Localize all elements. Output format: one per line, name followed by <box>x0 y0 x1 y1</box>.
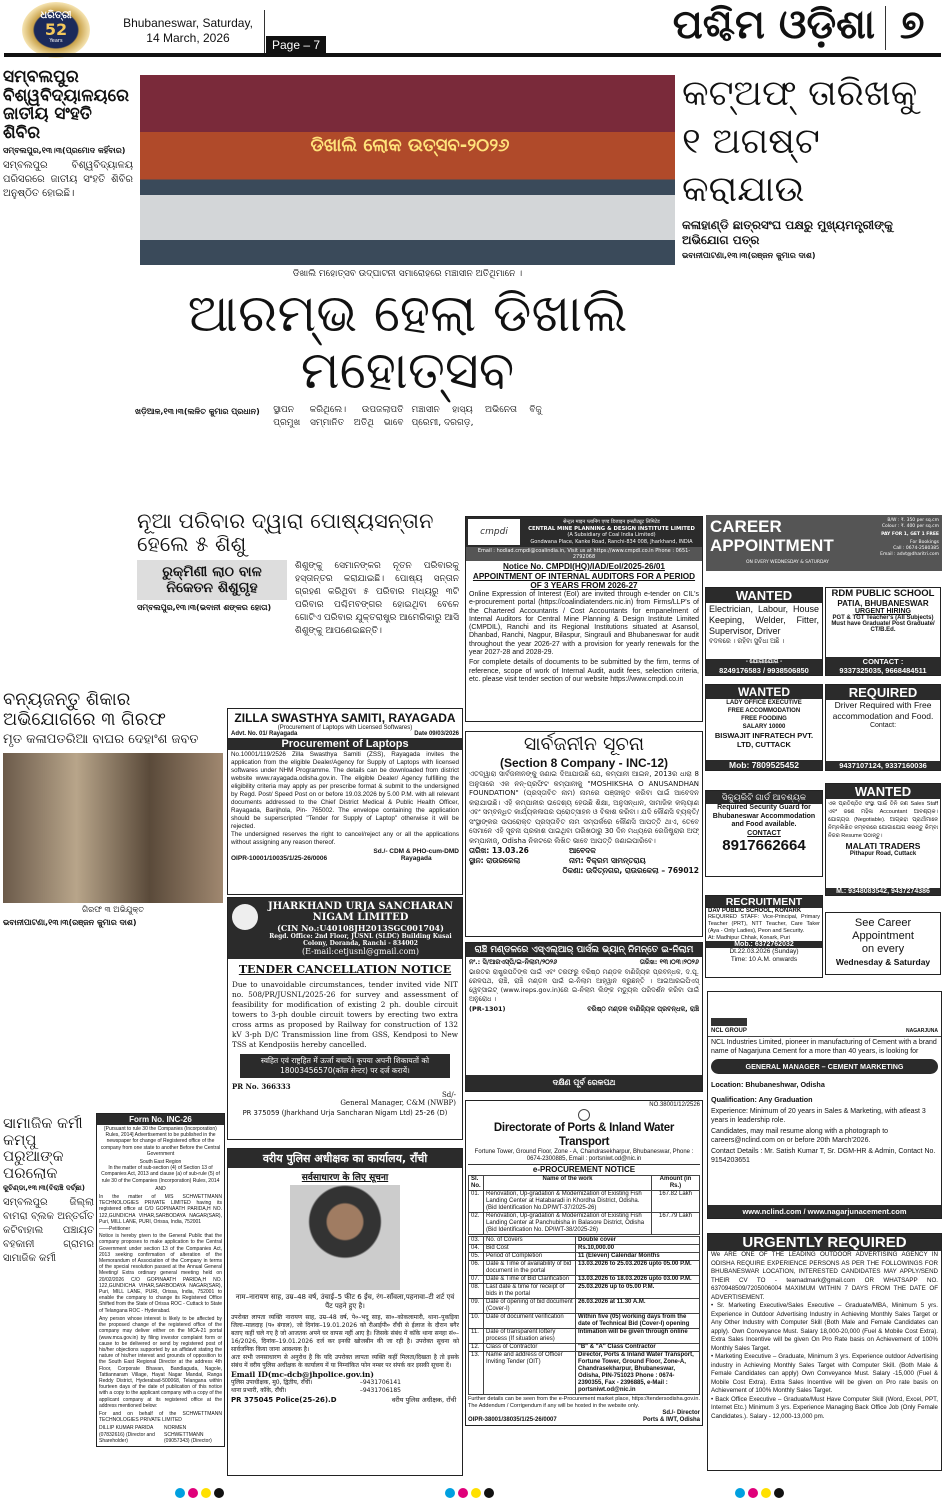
registration-mark-yellow <box>201 1488 211 1498</box>
byline: ଭବାନୀପାଟଣା,୧୩।୩(ରଞ୍ଜନ କୁମାର ଦାଶ) <box>3 917 137 927</box>
story-wildlife <box>3 690 223 931</box>
byline: ଭବାନୀପାଟଣା,୧୩।୩(ରଞ୍ଜନ କୁମାର ଦାଶ) <box>682 251 816 260</box>
photo-caption: ଡିଖାଲି ମହୋତ୍ସବ ଉଦ୍‌ଘାଟନୀ ସମାରୋହରେ ମଞ୍ଚାସୀନ ଅତିଥିମାନେ । <box>292 269 523 279</box>
police-missing-notice: वरीय पुलिस अधीक्षक का कार्यालय, राँची सर्वसाधारण के लिए सूचना नाम–नारायण साह, उम्र–48 वर्ष, उंचाई–5 फीट 6 ईंच, रंग–साँवला,पहनावा–टी शर्ट एवं पैंट पहने हुए है। उपरोक्त लापता व्यक्ति नारायण साह, उम्र–48 वर्ष, पे०–भदू साह, सा०–कोकलामारी, थाना–पुकड़िया जिला–मालदाह (प० बंगाल), जो दिनांक–19.01.2026 को रीआईपी० राँची से ईलाज के दौरान बगैर बताए कहीं चले गए है जो आजतक अपने घर वापस नहीं आए है। जिसके संबंध में कॉके थाना सनहा सं०–16/2026, दिनांक–19.01.2026 दर्ज कर इनकी खोजबीन की जा रही है। उपरोक्त सूचना को सार्वजनिक किया जाना आवश्यक है। अतः सभी जनसाधारण से अनुरोध है कि यदि उपरोक्त लापता व्यक्ति कहीं मिलता/दिखता है तो इसके संबंध में वरीय पुलिस अधीक्षक के कार्यालय में या निम्नांकित फोन नम्बर पर संपर्क कर इसकी सूचना दें। Email ID(mc-dcb@jhpolice.gov.in) पुलिस उपाधीक्षक, मु0, द्वितीय, राँची। –9431706141 थाना प्रभारी, कॉके, राँची। –9431706185 PR 375045 Police(25-26).D वरीय पुलिस अधीक्षक, राँची <box>227 1148 463 1476</box>
railway-auction-notice: ରାଞ୍ଚି ମଣ୍ଡଳରେ ଏସ୍‌ଏଲ୍‌ଆର୍ ପାର୍ସଲ ଭ୍ୟାନ୍ ନିମନ୍ତେ ଇ-ନିଲାମ ନଂ.: ସି/ଆରଏସ୍‌ପି/ଇ-ନିଲାମ/୨୦୨୬ ତାରିଖ: ୧୩।୦୩।୨୦୨୬ ଭାରତର ରାଷ୍ଟ୍ରପତିଙ୍କ ପାଇଁ ଏବଂ ତରଫରୁ ବରିଷ୍ଠ ମଣ୍ଡଳ ବାଣିଜ୍ୟିକ ପ୍ରବନ୍ଧକ, ଦ.ପୂ. ରେଳପଥ, ରାଞ୍ଚି, ରାଞ୍ଚି ମଣ୍ଡଳ ପାଇଁ ଇ-ନିଲାମ ଆହ୍ୱାନ କରୁଛନ୍ତି । ଆଇଆରଇପିଏସ୍ ୱେବ୍‌ସାଇଟ୍ (www.ireps.gov.in)ରେ ଇ-ନିଲାମ ଲିଙ୍କ ମଡ୍ୟୁଲ ପରିଦର୍ଶନ କରିବା ପାଇଁ ଅନୁରୋଧ । (PR-1301) ବରିଷ୍ଠ ମଣ୍ଡଳ ବାଣିଜ୍ୟିକ ପ୍ରବନ୍ଧକ, ରାଞ୍ଚି ଦକ୍ଷିଣ ପୂର୍ବ ରେଳପଥ <box>465 942 703 1092</box>
headline: ନୂଆ ପରିବାର ଦ୍ୱାରା ପୋଷ୍ୟସନ୍ତାନ ହେଲେ ୫ ଶିଶୁ <box>137 509 434 557</box>
table-cell: 05. <box>469 1253 484 1261</box>
photo-caption: ଗିରଫ ୩ ଅଭିଯୁକ୍ତ <box>82 904 144 914</box>
table-row: 01. Renovation, Up-gradation & Modernization of Existing Fish Landing Center at Hatabaradi in Khordha District, Odisha. (Bid Identification No.DPIWT-37/2025-26) 167.82 Lakh <box>469 1191 700 1213</box>
works-table: Sl. No. Name of the work Amount (in Rs.) 01. Renovation, Up-gradation & Modernization of Existing Fish Landing Center at Hatabaradi in Khordha District, Odisha. (Bid Identification No.DPIWT-37/2025-26) 167.82 Lakh 02. Renovation, Up-gradation & Modernization of Existing Fish Landing Center at Panchubisha in Balasore District, Odisha (Bid Identification No. DPIWT-38/2025-26) 167.79 Lakh <box>468 1175 700 1235</box>
table-cell: Intimation will be given through online <box>576 1329 700 1344</box>
registration-mark-magenta <box>458 1488 468 1498</box>
table-cell: 06. <box>469 1261 484 1276</box>
article-body: ସମ୍ବଲପୁର ବିଶ୍ୱବିଦ୍ୟାଳୟ ପରିସରରେ ଜାତୀୟ ସଂହତି ଶିବିର ଅନୁଷ୍ଠିତ ହୋଇଛି। <box>3 159 133 199</box>
headline: ସମ୍ବଲପୁର ବିଶ୍ୱବିଦ୍ୟାଳୟରେ ଜାତୀୟ ସଂହତି ଶିବିର <box>3 68 129 144</box>
registration-mark-magenta <box>748 1488 758 1498</box>
article-body: ସ୍ଥାପନ କରିଥିଲେ। ଉପଜଲାପତି ପ୍ରମୁଖ ସମ୍ମାନିତ ଅତିଥି ଭାବେ ମଞ୍ଚାସୀନ ହାସ୍ୟ ଅଭିନେତା ବିଜୁ ପ୍ରେମୀ, ଦରଗଡ଼, <box>273 405 542 429</box>
table-row: 02. Renovation, Up-gradation & Modernization of Existing Fish Landing Center at Panchubisha in Balasore District, Odisha (Bid Identification No. DPIWT-38/2025-26) 167.79 Lakh <box>469 1213 700 1235</box>
byline: ଖଡ଼ିଆଳ,୧୩।୩(ଲଳିତ କୁମାର ପ୍ରଧାନ) <box>135 407 260 417</box>
registration-mark-black <box>214 1488 224 1498</box>
table-cell: Date of document verification <box>484 1314 576 1329</box>
headline: କଟ୍‌ଅଫ୍ ତାରିଖକୁ ୧ ଅଗଷ୍ଟ କରାଯାଉ <box>682 73 918 210</box>
table-cell: Double cover <box>576 1237 700 1245</box>
table-cell: Date & Time of Bid Clarification <box>484 1276 576 1284</box>
urgently-required-ad: URGENTLY REQUIRED We ARE ONE OF THE LEADING OUTDOOR ADVERTISING AGENCY IN ODISHA REQUIRE EXPERIENCE PERSONS AS PER THE FOLLOWINGS FOR BHUBANESWAR LOCATION, INTERESTED CANDIDATES MAY APPLY/SEND THEIR CV TO - teamadmark@gmail.com OR WHATSAPP NO. 6370948509/7205006004 MAXIMUM WITHIN 7 DAYS FROM THE DATE OF ADVERTISEMENT. • Sr. Marketing Executive/Sales Executive – Graduate/MBA, Minimum 5 yrs. Experience in Outdoor Advertising Industry in Achieving Monthly Sales Target or Any Other Industry with Computer Skill (Both Male and Female Candidates can apply). Own Conveyance Must. Salary 18,000-20,000 (Fuel & Mobile Cost Extra). Extra Sales Incentive will be given On Pro Rate basis on Achievement of 100% Monthly Sales Target. • Marketing Executive – Graduate, Minimum 3 yrs. Experience outdoor Advertising industry in Achieving Monthly Sales Target with Computer Skill. (Both Male & Female Candidates can apply) Own Conveyance Must. Salary -15,000 (Fuel & Mobile Cost Extra). Extra Sales Incentive will be given on Pro rate basis on Achievement of 100% Monthly Sales Target. • Back Office Executive – Graduate/Must Have Computer Skill (Word, Excel, PPT, Internet Etc.) Minimum 3 yrs. Experience Managing Back Office Job (Only Female Candidates.). Salary - 12,000-13,000 pm. <box>707 1233 942 1471</box>
table-cell: Class of Contractor <box>484 1344 576 1352</box>
registration-mark-cyan <box>735 1488 745 1498</box>
stage-banner: ଡିଖାଲି ଲୋକ ଉତ୍ସବ-୨୦୨୬ <box>310 135 510 156</box>
emblem-icon <box>578 1109 590 1121</box>
table-cell: Date of opening of bid document (Cover-I) <box>484 1299 576 1314</box>
jusnl-logo-icon <box>232 904 258 930</box>
registration-mark-cyan <box>175 1488 185 1498</box>
table-cell: 13. <box>469 1352 484 1395</box>
article-body: ସମ୍ବଲପୁର ଜିଲ୍ଲା ବାମରା ବ୍ଲକ ଅନ୍ତର୍ଗତ କଟିବାହାଲ ପଞ୍ଚାୟତ ବହକାନୀ ଗ୍ରାମର ସାମାଜିକ କର୍ମୀ <box>3 1197 94 1264</box>
subhead: କଳାହାଣ୍ଡି ଛାତ୍ରସଂଘ ପକ୍ଷରୁ ମୁଖ୍ୟମନ୍ତ୍ରୀଙ୍କୁ ଅଭିଯୋଗ ପତ୍ର <box>682 218 893 247</box>
table-cell: Period of Completion <box>484 1253 576 1261</box>
table-row <box>469 1237 700 1245</box>
table-cell: 04. <box>469 1245 484 1253</box>
ad-recruitment-dav: RECRUITMENT DAV PUBLIC SCHOOL, KONARK REQUIRED STAFF: Vice-Principal, Primary Teacher (PRT), NTT Teacher, Care Taker (Aya - Only Ladies), Peon and Security. At: Madhipur Chhak, Konark, Puri Mob.: 6372762032 Dt.22.03.2026 (Sunday) Time: 10 A.M. onwards <box>705 895 823 978</box>
logo: ଧରିତ୍ରୀ 52 Years <box>22 2 90 58</box>
byline: କୁଚିଣ୍ଡା,୧୩।୩(ବିରାଞ୍ଚି ଦର୍ଚ୍ଛା) <box>3 1184 85 1192</box>
page-label: Page – 7 <box>266 36 326 54</box>
registration-mark-black <box>774 1488 784 1498</box>
ad-rdm-school: RDM PUBLIC SCHOOL PATIA, BHUBANESWAR URGENT HIRING PGT & TGT Teacher's (All Subjects) Must have Graduate/ Post Graduate/ CT/B.Ed. CONTACT : 9337325035, 9668484511 <box>825 587 941 676</box>
festival-headline: ଆରମ୍ଭ ହେଲା ଡିଖାଲି ମହୋତ୍ସବ <box>187 284 628 402</box>
subhead: ମୃତ କଳାପତରିଆ ବାଘର ଦେହାଂଶ ଜବତ <box>3 731 199 747</box>
table-cell: Within five (05) working days from the date of Technical Bid (Cover-I) opening <box>576 1314 700 1329</box>
zss-notice: ZILLA SWASTHYA SAMITI, RAYAGADA (Procurement of Laptops with Licensed Softwares) Advt. No. 01/ Rayagada Date 09/03/2026 Procurement of Laptops No.10001/119/2526 Zilla Swasthya Samiti (ZSS), Rayagada invites the application from the eligible Dealer/Agency for Supply of Laptops with licensed softwares under NHM Programme. The details can be downloaded from district website www.rayagada.odisha.gov.in. The eligible Dealer/ Agency fulfilling the eligibility criteria may apply as per prescribe format & submit to the undersigned by Regd. Post/ Speed Post on or before 19.03.2026 by 5.00 P.M. with all relevant documents addressed to the Chief District Medical & Public Health Officer, Rayagada, Barijhola, Pin- 765002. The envelope containing the application should be superscripted "Tender for Supply of Laptop" otherwise it will be rejected. The undersigned reserves the right to cancel/reject any or all the applications without assigning any reason thereof. OIPR-10001/10035/1/25-26/0006 Sd./- CDM & PHO-cum-DMD Rayagada <box>227 708 463 895</box>
table-cell: Last date & time for receipt of bids in the portal <box>484 1284 576 1299</box>
table-row <box>469 1352 700 1395</box>
table-cell: 11 (Eleven) Calendar Months <box>576 1253 700 1261</box>
ncl-logo: NCL GROUP <box>711 1018 747 1034</box>
table-row <box>469 1284 700 1299</box>
section-title: ପଶ୍ଚିମ ଓଡ଼ିଶା <box>672 2 875 48</box>
nagarjuna-logo: NAGARJUNA <box>906 1028 938 1034</box>
date: 14 March, 2026 <box>146 31 230 45</box>
table-cell: Rs.10,000.00 <box>576 1245 700 1253</box>
registration-mark-magenta <box>188 1488 198 1498</box>
ad-wanted-office-executive: WANTED LADY OFFICE EXECUTIVE FREE ACCOMMODATION FREE FOODING SALARY 10000 BISWAJIT INFRATECH PVT. LTD, CUTTACK Mob: 7809525452 <box>705 684 823 771</box>
masthead <box>0 0 945 60</box>
table-row <box>469 1276 700 1284</box>
article-body: ଶିଶୁଙ୍କୁ ସେମାନଙ୍କର ନୂତନ ପରିବାରକୁ ହସ୍ତାନ୍ତର କରାଯାଇଛି। ପୋଷ୍ୟ ସନ୍ତାନ ଗ୍ରହଣ କରିଥିବା ୫ ପରିବାର ମଧ୍ୟରୁ ୩ଟି ପରିବାର ପଶ୍ଚିମବଙ୍ଗର ହୋଇଥିବା ବେଳେ ଗୋଟିଏ ପରିବାର ଯୁକ୍ତରାଷ୍ଟ୍ର ଆମେରିକାରୁ ଆସି ଶିଶୁଙ୍କୁ ଆପଣେଇଛନ୍ତି। <box>295 561 459 637</box>
table-row <box>469 1299 700 1314</box>
dateline: Bhubaneswar, Saturday, <box>123 16 253 30</box>
table-row <box>469 1344 700 1352</box>
table-cell: 25.03.2026 up to 05.00 P.M. <box>576 1284 700 1299</box>
table-row <box>469 1245 700 1253</box>
table-cell: Name and address of Officer Inviting Tender (OIT) <box>484 1352 576 1395</box>
section8-notice: ସାର୍ବଜନୀନ ସୂଚନା (Section 8 Company - INC-12) ଏତଦ୍ୱାରା ସାର୍ବଜନୀନଙ୍କୁ ଜଣାଇ ଦିଆଯାଉଛି ଯେ, କମ୍ପାନୀ ଆଇନ, 2013ର ଧାରା 8 ଅନୁସାରେ ଏକ ନନ୍-ପ୍ରଫିଟ କମ୍ପାନୀକୁ "MOSHIKSHA O ANUSANDHAN FOUNDATION" (ପ୍ରସ୍ତାବିତ ନାମ) ନାମରେ ପଞ୍ଜୀକୃତ କରିବା ପାଇଁ ଆବେଦନ କରାଯାଉଛି। ଏହି କମ୍ପାନୀର ଉଦ୍ଦେଶ୍ୟ ହେଉଛି ଶିକ୍ଷା, ଅନୁସନ୍ଧାନ, ସାମାଜିକ କଲ୍ୟାଣ ଏବଂ ସମ୍ବନ୍ଧିତ କାର୍ଯ୍ୟକଳାପର ପ୍ରୋତ୍ସାହନ ଓ ବିକାଶ କରିବା। ଯଦି କୌଣସି ବ୍ୟକ୍ତି/ସଂସ୍ଥାଙ୍କର ଉପରୋକ୍ତ ପ୍ରସ୍ତାବିତ ନାମ ସମ୍ପର୍କରେ କୌଣସି ଆପତ୍ତି ଥାଏ, ତେବେ ସେମାନେ ଏହି ସୂଚନା ପ୍ରକାଶ ପାଇଥିବା ତାରିଖଠାରୁ 30 ଦିନ ମଧ୍ୟରେ ରେଜିଷ୍ଟ୍ରାର ଅଫ୍ କମ୍ପାନୀଜ୍, Odisha ନିକଟରେ ଲିଖିତ ଭାବେ ଆପତ୍ତି ଜଣାଇପାରିବେ। ତାରିଖ: 13.03.26 ଆବେଦକ ସ୍ଥାନ: ରାଉରକେଲା ନାମ: ବିକ୍ରମ ସାମନ୍ତରାୟ ଠିକଣା: ଉଦିତ୍‌ନଗର, ରାଉରକେଲା – 769012 <box>465 731 703 937</box>
page-number: ୭ <box>900 2 925 48</box>
ad-see-career: See Career Appointment on every Wednesday & Saturday <box>825 912 941 975</box>
table-cell: 03. <box>469 1237 484 1245</box>
headline: ବନ୍ୟଜନ୍ତୁ ଶିକାର ଅଭିଯୋଗରେ ୩ ଗିରଫ <box>3 689 166 730</box>
table-row <box>469 1261 700 1276</box>
registration-mark-yellow <box>471 1488 481 1498</box>
story-festival <box>135 268 680 430</box>
festival-photo <box>140 75 675 265</box>
table-cell: 08. <box>469 1284 484 1299</box>
table-cell: 13.03.2026 to 18.03.2026 upto 03.00 P.M. <box>576 1276 700 1284</box>
story-social <box>3 1115 94 1485</box>
byline: ସମ୍ବଲପୁର,୧୩।୩(ପ୍ରମୋଦ କହିଁବାର) <box>3 145 126 155</box>
story-cutoff <box>682 70 942 505</box>
missing-person-photo <box>290 1185 400 1290</box>
table-row <box>469 1329 700 1344</box>
registration-mark-yellow <box>761 1488 771 1498</box>
table-cell: 13.03.2026 to 25.03.2026 upto 05.00 P.M. <box>576 1261 700 1276</box>
ncl-job-ad: NCL GROUP NAGARJUNA NCL Industries Limited, pioneer in manufacturing of Cement with a brand name of Nagarjuna Cement for a more than 40 years, is looking for GENERAL MANAGER – CEMENT MARKETING Location: Bhubaneshwar, Odisha Qualification: Any Graduation Experience: Minimum of 20 years in Sales & Marketing, with atleast 3 years in leadership role. Candidates, may mail resume along with a photograph to careers@nclind.com on or before 20th March'2026. Contact Details : Mr. Satish Kumar T, Sr. DGM-HR & Admin, Contact No. 9154203651 www.nclind.com / www.nagarjunacement.com <box>707 991 942 1219</box>
cmpdi-notice: cmpdi सेन्ट्रल माइन प्लानिंग एण्ड डिजाइन इन्स्टीट्यूट लिमिटेड CENTRAL MINE PLANNING & DESIGN INSTITUTE LIMITED (A Subsidiary of Coal India Limited) Gondwana Place, Kanke Road, Ranchi-834 008, Jharkhand, INDIA Email : hodiad.cmpdi@coalindia.in, Visit us at https://www.cmpdi.co.in Phone : 0651-2792068 Notice No. CMPDI(HQ)/IAD/EoI/2025-26/01 APPOINTMENT OF INTERNAL AUDITORS FOR A PERIOD OF 3 YEARS FROM 2026-27 Online Expression of Interest (EoI) are invited through e-tender on CIL's e-procurement portal (https://coalindiatenders.nic.in) from Firms/LLP's of the Chartered Accountants / Cost Accountants for empanelment of Internal Auditors for Central Mine Planning & Design Institute Limited (CMPDIL), Ranchi and its Regional Institutions situated at Asansol, Dhanbad, Ranchi, Nagpur, Bilaspur, Singrauli and Bhubaneswar for audit throughout the year 2026-27 with a provision for yearly renewals for the year 2027-28 and 2028-29. For complete details of documents to be submitted by the firm, terms of reference, scope of work of Internal Audit, audit fees, selection criteria, etc. please visit tender section of our website https://www.cmpdi.co.in <box>465 516 703 722</box>
story-university <box>3 68 133 678</box>
arrest-photo <box>3 753 223 903</box>
ad-required-driver: REQUIRED Driver Required with Free accommodation and Food. Contact: 9437107124, 9337160036 <box>825 684 941 771</box>
career-appointment-banner: CAREER APPOINTMENT ON EVERY WEDNESDAY & SATURDAY B/W : ₹. 350 per sq.cm Colour : ₹. 400 per sq.cm PAY FOR 1, GET 1 FREE For Bookings Call : 0674-2580385 Email : advt@dharitri.com <box>706 515 942 571</box>
table-cell: 10. <box>469 1314 484 1329</box>
details-table <box>468 1236 700 1395</box>
ad-malati-traders: WANTED ଏକ ପ୍ରତିଷ୍ଠିତ ସଂସ୍ଥା ପାଇଁ ତିନି ଜଣ Sales Staff ଏବଂ ଜଣେ ମହିଳା Accountant ଆବଶ୍ୟକ। ଯୋଗ୍ୟତା (Negotiable). ଆଗ୍ରହୀ ପ୍ରାର୍ଥୀମାନେ ନିମ୍ନଲିଖିତ ନମ୍ବରରେ ଯୋଗାଯୋଗ କରନ୍ତୁ କିମ୍ବା ନିଜର Resume ପଠାନ୍ତୁ। MALATI TRADERS Pithapur Road, Cuttack M.: 9348083542, 9437274386 <box>825 783 941 896</box>
table-cell: 07. <box>469 1276 484 1284</box>
registration-mark-cyan <box>445 1488 455 1498</box>
pullquote: ରୁକ୍ମିଣୀ ଲାଠ ବାଳ ନିକେତନ ଶିଶୁଗୃହ <box>137 560 287 600</box>
table-cell: No. of Covers <box>484 1237 576 1245</box>
table-cell: 11. <box>469 1329 484 1344</box>
jusnl-notice: JHARKHAND URJA SANCHARAN NIGAM LIMITED (CIN No.:U40108JH2013SGC001704) Regd. Office: 2nd Floor, JUSNL (SLDC) Building Kusai Colony, Doranda, Ranchi - 834002 (E-mail:cetjusnl@gmail.com) TENDER CANCELLATION NOTICE Due to unavoidable circumstances, tender invited vide NIT no. 508/PR/JUSNL/2025-26 for survey and assessment of feasibility for modification of existing 2 ph. double circuit towers to 3-ph double circuit towers by erecting two extra cross arms as proposed by Railway for construction of 132 kV 3-ph D/C Transmission line from GSS, Kendposi to New TSS at Kendposiis hereby cancelled. स्वहित एवं राष्ट्रहित में ऊर्जा बचायें। कृपया अपनी शिकायतों को 18003456570(कॉल सेन्टर) पर दर्ज करायें। PR No. 366333 Sd/- General Manager, C&M (NWBP) PR 375059 (Jharkhand Urja Sancharan Nigam Ltd) 25-26 (D) <box>227 897 463 1140</box>
ports-eprocurement-notice: NO.38001/12/2526 Directorate of Ports & Inland Water Transport Fortune Tower, Ground Floor, Zone - A, Chandrasekharpur, Bhubaneswar, Phone : 0674-2300885, Email : portsniwt.od@nic.in e-PROCUREMENT NOTICE Sl. No. Name of the work Amount (in Rs.) 01. Renovation, Up-gradation & Modernization of Existing Fish Landing Center at Hatabaradi in Khordha District, Odisha. (Bid Identification No.DPIWT-37/2025-26) 167.82 Lakh 02. Renovation, Up-gradation & Modernization of Existing Fish Landing Center at Panchubisha in Balasore District, Odisha (Bid Identification No. DPIWT-38/2025-26) 167.79 Lakh 03. No. of Covers Double cover 04. Bid Cost Rs.10,000.00 05. Period of Completion 11 (Eleven) Calendar Months 06. Date & Time of availability of bid document in the portal 13.03.2026 to 25.03.2026 upto 05.00 P.M. 07. Date & Time of Bid Clarification 13.03.2026 to 18.03.2026 upto 03.00 P.M. 08. Last date & time for receipt of bids in the portal 25.03.2026 up to 05.00 P.M. 09. Date of opening of bid document (Cover-I) 26.03.2026 at 11.30 A.M. 10. Date of document verification Within five (05) working days from the date of Technical Bid (Cover-I) opening 11. Date of transparent lottery process (If situation aries) Intimation will be given through online 12. Class of Contractor "B" & "A" Class Contractor 13. Name and address of Officer Inviting Tender (OIT) Director, Ports & Inland Water Transport, Fortune Tower, Ground Floor, Zone-A, Chandrasekharpur, Bhubaneswar, Odisha, PIN-751023 Phone : 0674-2390355, Fax - 2396885, e-Mail : portsniwt.od@nic.in Further details can be seen from the e-Procurement market place, https://tendersodisha.gov.in. The Addendum / Corrigendum if any will be hosted in the website only. OIPR-38001/38035/1/25-26/0007 Sd./- Director Ports & IWT, Odisha <box>465 1100 703 1426</box>
ad-security-guard: ସିକ୍ୟୁରିଟି ଗାର୍ଡ ଆବଶ୍ୟକ Required Security Guard for Bhubaneswar Accommodation and Food available. CONTACT 8917662664 <box>705 790 823 877</box>
table-cell: "B" & "A" Class Contractor <box>576 1344 700 1352</box>
table-cell: Date of transparent lottery process (If situation aries) <box>484 1329 576 1344</box>
table-cell: 26.03.2026 at 11.30 A.M. <box>576 1299 700 1314</box>
story-adoption <box>137 510 459 638</box>
table-cell: 12. <box>469 1344 484 1352</box>
table-cell: Bid Cost <box>484 1245 576 1253</box>
ad-wanted-labour: WANTED Electrician, Labour, House Keeping, Welder, Fitter, Supervisor, Driver ବଦଳରେ । ରହିବା ସୁବିଧା ଅଛି । - ଯୋଗାଯୋଗ - 8249176583 / 9938506850 <box>705 587 823 676</box>
cmpdi-logo: cmpdi <box>468 519 520 545</box>
table-cell: 09. <box>469 1299 484 1314</box>
table-cell: Director, Ports & Inland Water Transport, Fortune Tower, Ground Floor, Zone-A, Chandrasekharpur, Bhubaneswar, Odisha, PIN-751023 Phone : 0674-2390355, Fax - 2396885, e-Mail : portsniwt.od@nic.in <box>576 1352 700 1395</box>
table-cell: Date & Time of availability of bid document in the portal <box>484 1261 576 1276</box>
inc26-notice: Form No. INC-26 [Pursuant to rule 30 the Companies (Incorporation) Rules, 2014] Advertisement to be published in the newspaper for change of Registered office of the company from one state to another Before the Central Government South East Region In the matter of sub-section (4) of Section 13 of Companies Act, 2013 and clause (a) of sub-rule (5) of rule 30 of the Companies (Incorporation) Rules, 2014 AND In the matter of M/S SCHWETTMANN TECHNOLOGIES PRIVATE LIMITED having its registered office at C/O GOPINAATH PARIDA,H NO. 122,GUNDICHA VIHAR,SARBODAYA NAGAR(SAR), Puri, MILL LANE, PURI, Orissa, India, 752001 ——Petitioner Notice is hereby given to the General Public that the company proposes to make application to the Central Government under section 13 of the Companies Act, 2013 seeking confirmation of alteration of the Memorandum of Association of the Company in terms of the special resolution passed at the Annual General Meeting/ Extra ordinary general meeting held on 20/02/2026 C/O GOPINAATH PARIDA,H NO. 122,GUNDICHA VIHAR,SARBODAYA NAGAR(SAR), Puri, MILL LANE, PURI, Orissa, India, 752001 to enable the company to change its Registered Office Shifted from the State of Orissa ROC - Cuttack to State of Telangana ROC - Hyderabad. Any person whose interest is likely to be affected by the proposed change of the registered office of the company may deliver either on the MCA-21 portal (www.mca.gov.in) by filing investor complaint form or cause to be delivered or send by registered post of his/her objections supported by an affidavit stating the nature of his/her interest and grounds of opposition to the South East Regional Director at the address 4th Floor, Corporate Bhavan, Bandlaguda, Nagole, Tattiannaram Village, Hayat Nagar Mandal, Ranga Reddy District, Hyderabad-500068, Telangana within fourteen days of the date of publication of this notice with a copy to the applicant company with a copy of the applicant company at its registered office at the address mentioned below: For and on behalf of the SCHWETTMANN TECHNOLOGIES PRIVATE LIMITED DILLIP KUMAR PARIDA (07832616) (Director and Shareholder) NORMEN SCHWETTMANN (09057343) (Director) <box>96 1113 225 1447</box>
byline: ସମ୍ବଲପୁର,୧୩।୩(ଭବାନୀ ଶଙ୍କର ହୋତା) <box>137 603 272 613</box>
table-row <box>469 1314 700 1329</box>
registration-mark-black <box>484 1488 494 1498</box>
headline: ସାମାଜିକ କର୍ମୀ କମ୍ପୁ ପରୁଆଙ୍କ ପରଲୋକ <box>3 1115 83 1182</box>
table-row <box>469 1253 700 1261</box>
